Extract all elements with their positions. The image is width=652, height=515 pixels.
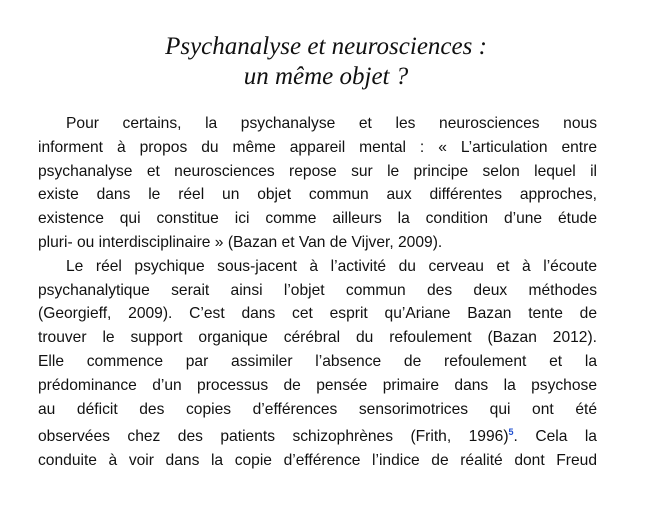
text-line: psychanalytique serait ainsi l’objet commun des deux méthodes (38, 281, 597, 299)
text-line: informent à propos du même appareil mental : « L’articulation entre (38, 138, 597, 156)
text-line: Pour certains, la psychanalyse et les neurosciences nous (66, 115, 597, 132)
text-line-with-footnote (38, 421, 597, 449)
text-segment: observées chez des patients schizophrènes (Frith, 1996) (38, 428, 509, 446)
text-line: (Georgieff, 2009). C’est dans cet esprit qu’Ariane Bazan tente de (38, 305, 597, 323)
text-segment: . Cela la (513, 428, 597, 446)
text-line: Elle commence par assimiler l’absence de refoulement et la (38, 352, 597, 370)
text-line: existence qui constitue ici comme ailleurs la condition d’une étude (38, 210, 597, 228)
text-line: Le réel psychique sous-jacent à l’activité du cerveau et à l’écoute (66, 257, 597, 275)
title-line-1: Psychanalyse et neurosciences : (165, 33, 487, 60)
text-line: psychanalyse et neurosciences repose sur le principe selon lequel il (38, 162, 597, 180)
text-line: au déficit des copies d’efférences sensorimotrices qui ont été (38, 400, 597, 418)
body-text (38, 112, 597, 473)
text-line: trouver le support organique cérébral du refoulement (Bazan 2012). (38, 329, 597, 347)
title-line-2: un même objet ? (243, 63, 409, 90)
text-line: prédominance d’un processus de pensée primaire dans la psychose (38, 376, 597, 394)
paragraph-1 (38, 112, 597, 255)
text-line: existe dans le réel un objet commun aux différentes approches, (38, 186, 597, 204)
paragraph-2 (38, 255, 597, 473)
text-line: conduite à voir dans la copie d’efférence l’indice de réalité dont Freud (38, 452, 597, 470)
text-line: pluri- ou interdisciplinaire » (Bazan et Van de Vijver, 2009). (38, 233, 443, 251)
footnote-reference[interactable]: 5 (508, 427, 514, 438)
